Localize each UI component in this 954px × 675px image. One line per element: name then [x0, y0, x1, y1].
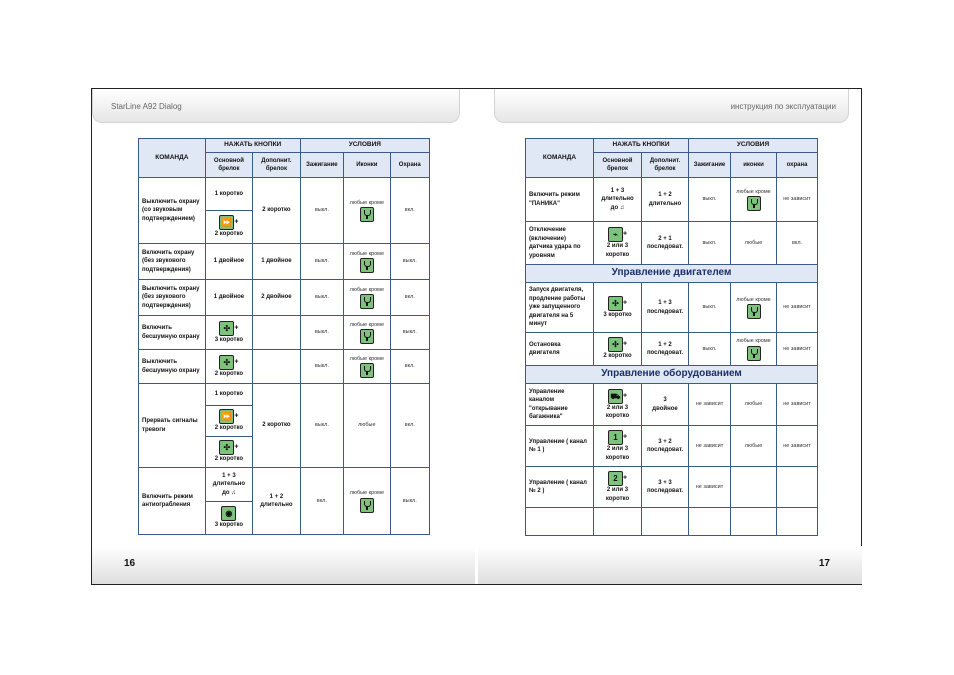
ignition-cell: выкл.	[689, 283, 731, 333]
cmd-disarm-silent-confirm: Выключить охрану (без звукового подтверждения)	[139, 280, 206, 316]
extra-fob-cell: 1 двойное	[253, 244, 300, 280]
empty-cell	[689, 508, 731, 536]
ignition-cell: выкл.	[689, 333, 731, 366]
wrench-icon	[360, 258, 374, 273]
right-command-table	[525, 138, 818, 536]
security-cell: не зависит	[777, 178, 818, 222]
main-fob-cell: ✣ + 2 коротко	[205, 350, 252, 384]
cmd-engine-start: Запуск двигателя, продление работы уже запущенного двигателя на 5 минут	[526, 283, 594, 333]
icons-cell: любые кроме	[344, 316, 390, 350]
icons-cell: любые	[731, 426, 777, 467]
icons-cell: любые кроме	[344, 468, 390, 535]
fan-icon: ✣	[219, 355, 234, 370]
main-fob-cell: 1 + 2 или 3 коротко	[594, 426, 642, 467]
wrench-icon	[360, 207, 374, 222]
icons-cell: любые	[731, 222, 777, 265]
wrench-icon	[747, 346, 761, 361]
fan-icon: ✣	[219, 321, 234, 336]
wrench-icon	[360, 498, 374, 513]
ignition-cell: выкл.	[300, 384, 343, 468]
wrench-icon	[360, 294, 374, 309]
extra-fob-cell: 2 + 1 последоват.	[642, 222, 689, 265]
header-ignition: Зажигание	[300, 153, 343, 178]
ignition-cell: выкл.	[300, 178, 343, 244]
empty-cell	[777, 508, 818, 536]
main-fob-cell: ◉ 3 коротко	[205, 502, 252, 535]
section-engine-control: Управление двигателем	[526, 265, 818, 283]
header-main-fob: Основной брелок	[594, 153, 642, 178]
section-equipment-control: Управление оборудованием	[526, 366, 818, 384]
sensor-icon: ◉	[221, 506, 236, 521]
security-cell: не зависит	[777, 426, 818, 467]
ignition-cell: выкл.	[300, 244, 343, 280]
cmd-arm-silent-confirm: Включить охрану (без звукового подтверждения)	[139, 244, 206, 280]
security-cell: вкл.	[777, 222, 818, 265]
ignition-cell: выкл.	[300, 316, 343, 350]
extra-fob-cell: 1 + 2 длительно	[642, 178, 689, 222]
ignition-cell: не зависит	[689, 467, 731, 508]
main-fob-cell: 1 двойное	[205, 244, 252, 280]
extra-fob-cell	[253, 350, 300, 384]
icons-cell: любые кроме	[344, 178, 390, 244]
cmd-anti-hijack: Включить режим антиограбления	[139, 468, 206, 535]
empty-cell	[731, 508, 777, 536]
extra-fob-cell	[253, 316, 300, 350]
fast-forward-icon: ⏩	[219, 409, 234, 424]
security-cell: вкл.	[390, 280, 429, 316]
main-fob-cell: ✣ + 2 коротко	[594, 333, 642, 366]
icons-cell	[731, 467, 777, 508]
ignition-cell: не зависит	[689, 426, 731, 467]
header-conditions: УСЛОВИЯ	[689, 139, 818, 153]
security-cell: вкл.	[390, 384, 429, 468]
icons-cell: любые	[731, 384, 777, 426]
extra-fob-cell: 2 коротко	[253, 384, 300, 468]
ignition-cell: выкл.	[689, 222, 731, 265]
header-ignition: Зажигание	[689, 153, 731, 178]
extra-fob-cell: 3 двойное	[642, 384, 689, 426]
trunk-icon: ⛟	[608, 389, 623, 404]
cmd-trunk-channel: Управление каналом "открывание багажника"	[526, 384, 594, 426]
fan-icon: ✣	[608, 296, 623, 311]
cmd-panic: Включить режим "ПАНИКА"	[526, 178, 594, 222]
main-fob-cell: ⏩ + 2 коротко	[205, 406, 252, 437]
extra-fob-cell: 1 + 2 длительно	[253, 468, 300, 535]
security-cell: выкл.	[390, 244, 429, 280]
icons-cell: любые кроме	[731, 283, 777, 333]
header-press-buttons: НАЖАТЬ КНОПКИ	[205, 139, 300, 153]
cmd-arm-silent: Включить бесшумную охрану	[139, 316, 206, 350]
ignition-cell: выкл.	[689, 178, 731, 222]
wrench-icon	[747, 304, 761, 319]
main-fob-cell: 1 коротко	[205, 178, 252, 211]
main-fob-cell: ✣ + 2 коротко	[205, 437, 252, 468]
header-press-buttons: НАЖАТЬ КНОПКИ	[594, 139, 689, 153]
right-page-number: 17	[478, 546, 862, 584]
header-icons: иконки	[731, 153, 777, 178]
main-fob-cell: ⛟ + 2 или 3 коротко	[594, 384, 642, 426]
cmd-stop-alarm: Прервать сигналы тревоги	[139, 384, 206, 468]
main-fob-cell: ✣ + 3 коротко	[594, 283, 642, 333]
left-page-header: StarLine A92 Dialog	[92, 89, 460, 123]
cmd-disarm-sound: Выключить охрану (со звуковым подтверждением)	[139, 178, 206, 244]
cmd-disarm-silent: Выключить бесшумную охрану	[139, 350, 206, 384]
wrench-icon	[747, 196, 761, 211]
main-fob-cell: 2 + 2 или 3 коротко	[594, 467, 642, 508]
cmd-channel-2: Управление ( канал № 2 )	[526, 467, 594, 508]
security-cell: вкл.	[390, 178, 429, 244]
security-cell: вкл.	[390, 350, 429, 384]
ignition-cell: выкл.	[300, 350, 343, 384]
left-command-table	[138, 138, 430, 535]
extra-fob-cell: 2 коротко	[253, 178, 300, 244]
icons-cell: любые кроме	[344, 280, 390, 316]
cmd-engine-stop: Остановка двигателя	[526, 333, 594, 366]
extra-fob-cell: 3 + 3 последоват.	[642, 467, 689, 508]
header-extra-fob: Дополнит. брелок	[253, 153, 300, 178]
extra-fob-cell: 1 + 3 последоват.	[642, 283, 689, 333]
ignition-cell: не зависит	[689, 384, 731, 426]
extra-fob-cell: 2 двойное	[253, 280, 300, 316]
left-page-number: 16	[92, 546, 475, 584]
channel-2-key-icon: 2	[608, 471, 623, 486]
channel-1-key-icon: 1	[608, 430, 623, 445]
main-fob-cell: 1 + 3 длительно до ♫	[205, 468, 252, 502]
manual-spread	[91, 88, 862, 585]
main-fob-cell: 1 двойное	[205, 280, 252, 316]
fan-icon: ✣	[219, 440, 234, 455]
security-cell: выкл.	[390, 316, 429, 350]
ignition-cell: выкл.	[300, 280, 343, 316]
empty-cell	[642, 508, 689, 536]
security-cell	[777, 467, 818, 508]
header-extra-fob: Дополнит. брелок	[642, 153, 689, 178]
fan-icon: ✣	[608, 337, 623, 352]
empty-cell	[526, 508, 594, 536]
header-main-fob: Основной брелок	[205, 153, 252, 178]
header-icons: Иконки	[344, 153, 390, 178]
icons-cell: любые кроме	[731, 178, 777, 222]
header-command: КОМАНДА	[526, 139, 594, 178]
main-fob-cell: ⏩ + 2 коротко	[205, 211, 252, 244]
fast-forward-icon: ⏩	[219, 215, 234, 230]
cmd-channel-1: Управление ( канал № 1 )	[526, 426, 594, 467]
header-security: охрана	[777, 153, 818, 178]
wrench-icon	[360, 363, 374, 378]
main-fob-cell: ✣ + 3 коротко	[205, 316, 252, 350]
right-page-header: инструкция по эксплуатации	[494, 89, 849, 123]
main-fob-cell: 1 + 3 длительно до ♫	[594, 178, 642, 222]
icons-cell: любые кроме	[731, 333, 777, 366]
main-fob-cell: ⌁ + 2 или 3 коротко	[594, 222, 642, 265]
security-cell: не зависит	[777, 333, 818, 366]
icons-cell: любые	[344, 384, 390, 468]
extra-fob-cell: 1 + 2 последоват.	[642, 333, 689, 366]
icons-cell: любые кроме	[344, 244, 390, 280]
ignition-cell: вкл.	[300, 468, 343, 535]
security-cell: не зависит	[777, 384, 818, 426]
header-security: Охрана	[390, 153, 429, 178]
empty-cell	[594, 508, 642, 536]
wrench-icon	[360, 329, 374, 344]
header-command: КОМАНДА	[139, 139, 206, 178]
header-conditions: УСЛОВИЯ	[300, 139, 429, 153]
security-cell: не зависит	[777, 283, 818, 333]
sensor-icon: ⌁	[608, 227, 623, 242]
icons-cell: любые кроме	[344, 350, 390, 384]
main-fob-cell: 1 коротко	[205, 384, 252, 406]
extra-fob-cell: 3 + 2 последоват.	[642, 426, 689, 467]
cmd-shock-sensor: Отключение (включение) датчика удара по уровням	[526, 222, 594, 265]
security-cell: выкл.	[390, 468, 429, 535]
